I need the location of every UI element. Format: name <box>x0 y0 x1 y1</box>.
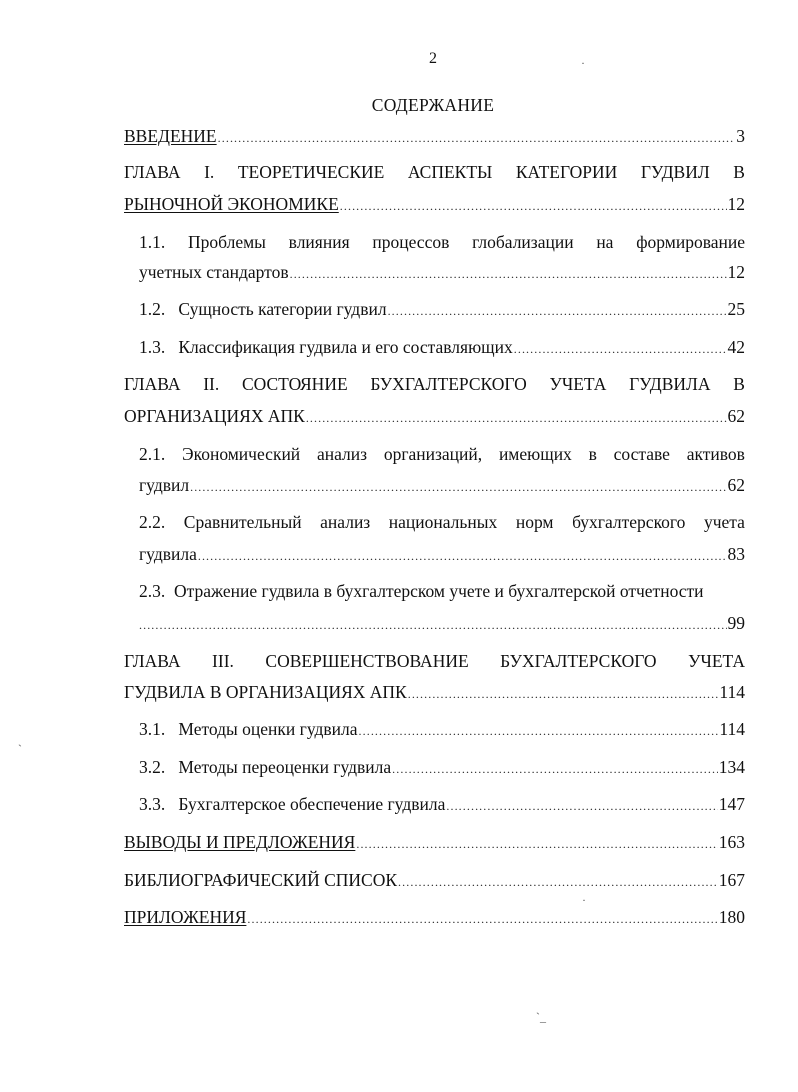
toc-word: на <box>596 232 614 252</box>
toc-word: ГЛАВА <box>124 374 181 394</box>
toc-word: I. <box>204 162 215 182</box>
toc-word: активов <box>686 444 745 464</box>
toc-entry-section-2-1-line1[interactable] <box>139 443 745 465</box>
toc-leader-dots <box>247 908 717 930</box>
toc-word: норм <box>515 512 554 532</box>
toc-word: ГЛАВА <box>124 651 181 671</box>
toc-word: Сравнительный <box>183 512 302 532</box>
toc-entry-section-3-1[interactable] <box>139 718 745 742</box>
toc-entry-intro[interactable] <box>124 125 745 149</box>
scan-speck: · <box>581 56 585 70</box>
toc-entry-label: гудвил <box>139 475 190 495</box>
toc-entry-section-2-3-line2[interactable] <box>139 612 745 636</box>
toc-word: УЧЕТА <box>549 374 607 394</box>
toc-page-number: 3 <box>736 126 745 146</box>
toc-word: КАТЕГОРИИ <box>515 162 618 182</box>
toc-leader-dots <box>290 263 727 285</box>
toc-page-number: 12 <box>727 194 745 214</box>
toc-word: БУХГАЛТЕРСКОГО <box>500 651 657 671</box>
toc-entry-section-2-2-line1[interactable] <box>139 511 745 533</box>
toc-entry-chapter-3-line2[interactable] <box>124 681 745 705</box>
toc-word: влияния <box>288 232 350 252</box>
toc-entry-section-3-2[interactable] <box>139 756 745 780</box>
toc-entry-label: 3.2. Методы переоценки гудвила <box>139 757 392 777</box>
toc-word: БУХГАЛТЕРСКОГО <box>370 374 527 394</box>
toc-entry-section-2-2-line2[interactable] <box>139 543 745 567</box>
toc-word: III. <box>212 651 234 671</box>
toc-word: УЧЕТА <box>688 651 745 671</box>
toc-entry-label: 2.3. Отражение гудвила в бухгалтерском учете и бухгалтерской отчетности <box>139 581 704 601</box>
toc-page-number: 167 <box>718 870 745 890</box>
toc-leader-dots <box>514 338 727 360</box>
toc-entry-label: ГУДВИЛА В ОРГАНИЗАЦИЯХ АПК <box>124 682 407 702</box>
toc-entry-section-1-2[interactable] <box>139 298 745 322</box>
toc-word: СОВЕРШЕНСТВОВАНИЕ <box>265 651 469 671</box>
toc-entry-section-1-1-line1[interactable] <box>139 231 745 253</box>
toc-word: 1.1. <box>139 232 166 252</box>
toc-page-number: 12 <box>727 262 745 282</box>
toc-leader-dots <box>408 683 719 705</box>
toc-leader-dots <box>340 195 727 217</box>
scan-speck: ˎ <box>18 733 22 747</box>
toc-leader-dots <box>398 871 718 893</box>
toc-leader-dots <box>388 300 727 322</box>
toc-word: национальных <box>388 512 498 532</box>
toc-entry-label: учетных стандартов <box>139 262 289 282</box>
toc-entry-appendices[interactable] <box>124 906 745 930</box>
toc-word: формирование <box>636 232 745 252</box>
toc-entry-label: ВВЕДЕНИЕ <box>124 126 217 146</box>
toc-page-number: 62 <box>727 406 745 426</box>
toc-word: бухгалтерского <box>572 512 686 532</box>
toc-word: учета <box>703 512 745 532</box>
toc-word: В <box>733 162 745 182</box>
scan-speck: · <box>582 893 586 907</box>
page-title: СОДЕРЖАНИЕ <box>371 95 495 115</box>
scan-speck: ˋ_ <box>536 1010 546 1024</box>
toc-entry-label: 1.3. Классификация гудвила и его составляющих <box>139 337 513 357</box>
toc-leader-dots <box>356 833 717 855</box>
toc-leader-dots <box>198 545 727 567</box>
toc-entry-label: 1.2. Сущность категории гудвил <box>139 299 387 319</box>
toc-word: процессов <box>372 232 450 252</box>
toc-word: 2.1. <box>139 444 166 464</box>
toc-page-number: 134 <box>718 757 745 777</box>
toc-leader-dots <box>218 127 736 149</box>
toc-page-number: 83 <box>727 544 745 564</box>
toc-leader-dots <box>306 407 727 429</box>
toc-entry-section-2-3-line1[interactable] <box>139 580 745 602</box>
toc-page-number: 114 <box>719 719 745 739</box>
toc-word: СОСТОЯНИЕ <box>241 374 348 394</box>
toc-entry-label: БИБЛИОГРАФИЧЕСКИЙ СПИСОК <box>124 870 398 890</box>
toc-page-number: 147 <box>718 794 745 814</box>
toc-leader-dots <box>392 758 718 780</box>
toc-page-number: 163 <box>718 832 745 852</box>
toc-word: АСПЕКТЫ <box>407 162 493 182</box>
toc-leader-dots <box>190 476 726 498</box>
toc-entry-bibliography[interactable] <box>124 869 745 893</box>
toc-word: В <box>733 374 745 394</box>
toc-word: в <box>588 444 597 464</box>
toc-page-number: 25 <box>727 299 745 319</box>
toc-entry-section-3-3[interactable] <box>139 793 745 817</box>
toc-word: ГЛАВА <box>124 162 181 182</box>
toc-entry-label: гудвила <box>139 544 197 564</box>
toc-entry-label: 3.1. Методы оценки гудвила <box>139 719 358 739</box>
toc-word: имеющих <box>498 444 572 464</box>
toc-word: анализ <box>316 444 368 464</box>
toc-entry-label: ОРГАНИЗАЦИЯХ АПК <box>124 406 305 426</box>
toc-word: глобализации <box>472 232 574 252</box>
toc-leader-dots <box>139 614 727 636</box>
toc-page-number: 62 <box>727 475 745 495</box>
toc-entry-section-1-3[interactable] <box>139 336 745 360</box>
toc-entry-section-2-1-line2[interactable] <box>139 474 745 498</box>
page-number: 2 <box>429 50 437 67</box>
toc-page-number: 99 <box>727 613 745 633</box>
toc-word: Проблемы <box>187 232 266 252</box>
toc-word: Экономический <box>182 444 301 464</box>
toc-word: ТЕОРЕТИЧЕСКИЕ <box>237 162 385 182</box>
toc-entry-label: 3.3. Бухгалтерское обеспечение гудвила <box>139 794 446 814</box>
toc-entry-label: ПРИЛОЖЕНИЯ <box>124 907 247 927</box>
toc-word: ГУДВИЛ <box>640 162 710 182</box>
toc-entry-chapter-2-line2[interactable] <box>124 405 745 429</box>
toc-entry-chapter-3-line1[interactable] <box>124 650 745 672</box>
toc-word: ГУДВИЛА <box>629 374 711 394</box>
toc-entry-chapter-2-line1[interactable] <box>124 373 745 395</box>
toc-entry-chapter-1-line2[interactable] <box>124 193 745 217</box>
toc-leader-dots <box>359 720 719 742</box>
toc-word: анализ <box>320 512 371 532</box>
toc-word: составе <box>613 444 670 464</box>
toc-entry-chapter-1-line1[interactable] <box>124 161 745 183</box>
toc-word: 2.2. <box>139 512 166 532</box>
toc-entry-conclusions[interactable] <box>124 831 745 855</box>
toc-leader-dots <box>446 795 717 817</box>
toc-entry-label: ВЫВОДЫ И ПРЕДЛОЖЕНИЯ <box>124 832 356 852</box>
toc-page-number: 180 <box>718 907 745 927</box>
toc-page-number: 42 <box>727 337 745 357</box>
toc-entry-section-1-1-line2[interactable] <box>139 261 745 285</box>
toc-word: II. <box>203 374 220 394</box>
toc-word: организаций, <box>383 444 483 464</box>
toc-page-number: 114 <box>719 682 745 702</box>
toc-entry-label: РЫНОЧНОЙ ЭКОНОМИКЕ <box>124 194 339 214</box>
